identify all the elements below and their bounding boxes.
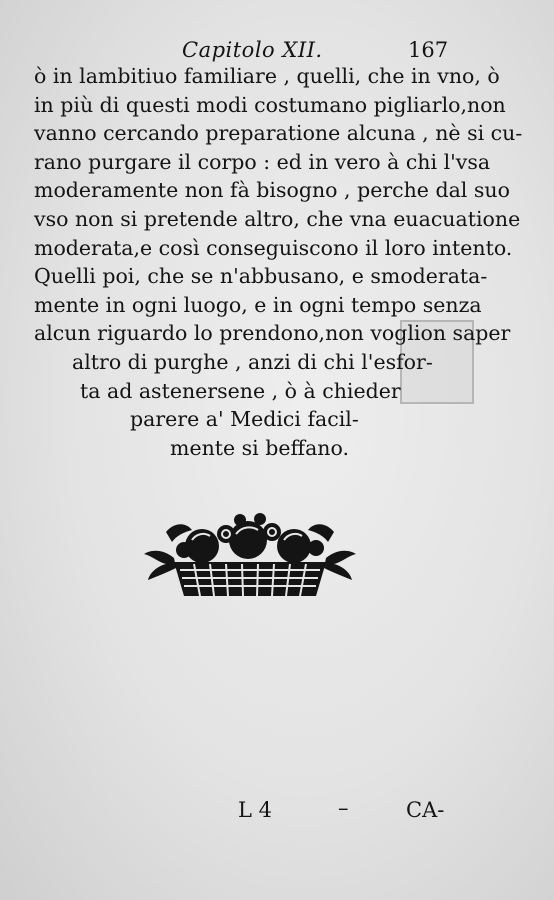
text-line: rano purgare il corpo : ed in vero à chi l'vsa [34,149,491,174]
show-through-text [420,415,550,793]
fruit-basket-woodcut-icon [144,510,356,602]
catchword: CA- [406,798,445,822]
text-line: vso non si pretende altro, che vna euacuatione [34,206,521,231]
signature-mark: L 4 [238,798,272,822]
footer-dash: – [338,796,349,820]
body-text [34,62,523,462]
text-line: parere a' Medici facil- [130,407,359,432]
text-line: moderamente non fà bisogno , perche dal suo [34,178,510,203]
text-line: moderata,e così conseguiscono il loro intento. [34,235,513,260]
page-footer [0,798,554,832]
text-line: Quelli poi, che se n'abbusano, e smoderata- [34,264,488,289]
text-line: alcun riguardo lo prendono,non voglion saper [34,321,511,346]
text-line: in più di questi modi costumano pigliarlo,non [34,92,506,117]
text-line: ò in lambitiuo familiare , quelli, che in vno, ò [34,64,500,88]
text-line: mente in ogni luogo, e in ogni tempo senza [34,292,482,317]
text-line: ta ad astenersene , ò à chieder [80,378,401,403]
page-number: 167 [408,38,449,62]
running-head: Capitolo XII. [182,38,323,62]
text-line: mente si beffano. [170,435,349,460]
text-line: altro di purghe , anzi di chi l'esfor- [72,349,433,374]
text-line: vanno cercando preparatione alcuna , nè si cu- [34,121,523,146]
